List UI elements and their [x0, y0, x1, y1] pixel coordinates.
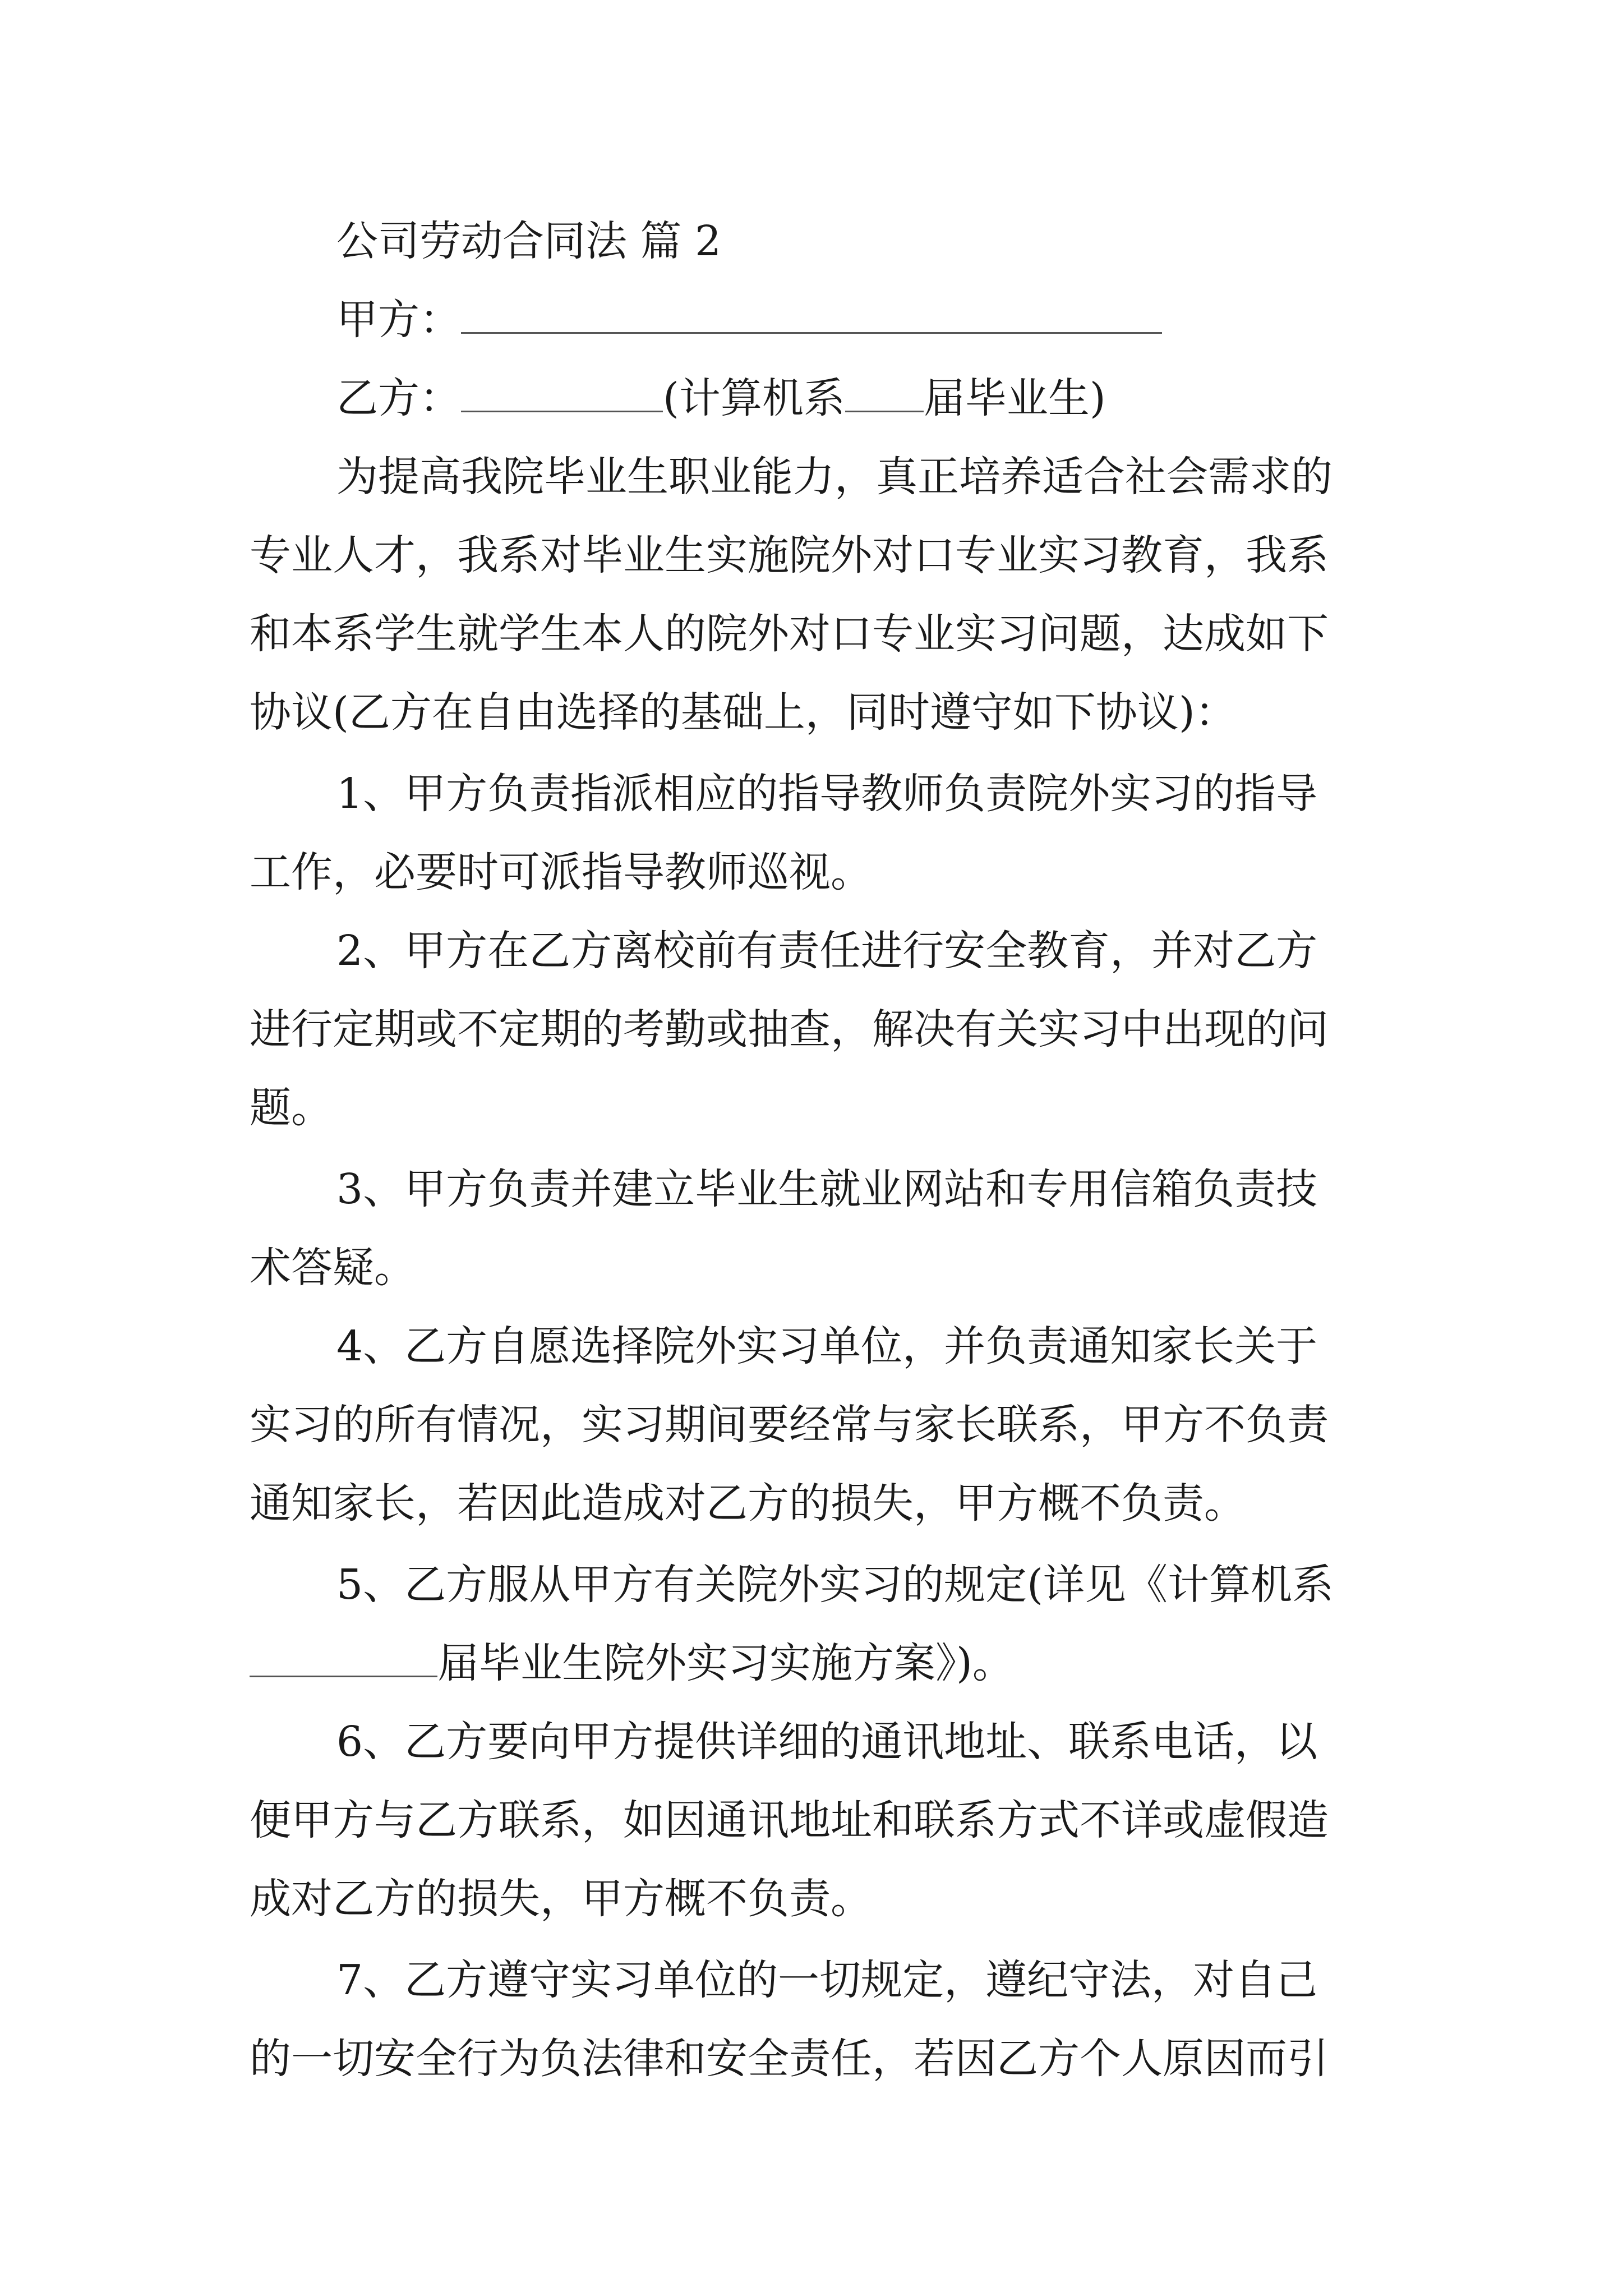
clause-4-line-2: 实习的所有情况，实习期间要经常与家长联系，甲方不负责	[250, 1401, 1329, 1449]
clause-7-line-2: 的一切安全行为负法律和安全责任，若因乙方个人原因而引	[250, 2035, 1329, 2083]
party-a-line	[336, 292, 1162, 348]
party-a-blank	[461, 295, 1162, 334]
clause-5-year-blank	[250, 1639, 437, 1677]
intro-line-2: 专业人才，我系对毕业生实施院外对口专业实习教育，我系	[250, 531, 1329, 579]
party-b-name-blank	[461, 374, 663, 412]
clause-6-line-1: 6、乙方要向甲方提供详细的通讯地址、联系电话，以	[336, 1718, 1318, 1766]
party-b-line	[336, 370, 1106, 426]
clause-7-line-1: 7、乙方遵守实习单位的一切规定，遵纪守法，对自己	[336, 1956, 1318, 2004]
clause-5-line-2-text: 届毕业生院外实习实施方案》)。	[437, 1639, 1014, 1687]
party-b-note-close: 届毕业生)	[923, 374, 1106, 422]
intro-line-3: 和本系学生就学生本人的院外对口专业实习问题，达成如下	[250, 610, 1329, 658]
intro-line-1: 为提高我院毕业生职业能力，真正培养适合社会需求的	[336, 453, 1332, 501]
clause-3-line-2: 术答疑。	[250, 1244, 416, 1292]
clause-2-line-1: 2、甲方在乙方离校前有责任进行安全教育，并对乙方	[336, 927, 1318, 975]
clause-2-line-2: 进行定期或不定期的考勤或抽查，解决有关实习中出现的问	[250, 1005, 1329, 1053]
clause-6-line-3: 成对乙方的损失，甲方概不负责。	[250, 1875, 872, 1923]
clause-1-line-1: 1、甲方负责指派相应的指导教师负责院外实习的指导	[336, 770, 1318, 818]
party-b-year-blank	[845, 374, 924, 412]
clause-3-line-1: 3、甲方负责并建立毕业生就业网站和专用信箱负责技	[336, 1165, 1318, 1213]
clause-4-line-1: 4、乙方自愿选择院外实习单位，并负责通知家长关于	[336, 1322, 1318, 1370]
clause-1-line-2: 工作，必要时可派指导教师巡视。	[250, 848, 872, 896]
clause-4-line-3: 通知家长，若因此造成对乙方的损失，甲方概不负责。	[250, 1479, 1246, 1527]
party-b-note-open: (计算机系	[663, 374, 845, 422]
clause-6-line-2: 便甲方与乙方联系，如因通讯地址和联系方式不详或虚假造	[250, 1796, 1329, 1844]
clause-5-line-2	[250, 1635, 1014, 1691]
intro-line-4: 协议(乙方在自由选择的基础上，同时遵守如下协议)：	[250, 688, 1237, 737]
party-b-label: 乙方：	[336, 374, 461, 422]
clause-2-line-3: 题。	[250, 1084, 333, 1132]
document-title: 公司劳动合同法 篇 2	[336, 217, 722, 265]
clause-5-line-1: 5、乙方服从甲方有关院外实习的规定(详见《计算机系	[336, 1561, 1334, 1609]
party-a-label: 甲方：	[336, 296, 461, 344]
